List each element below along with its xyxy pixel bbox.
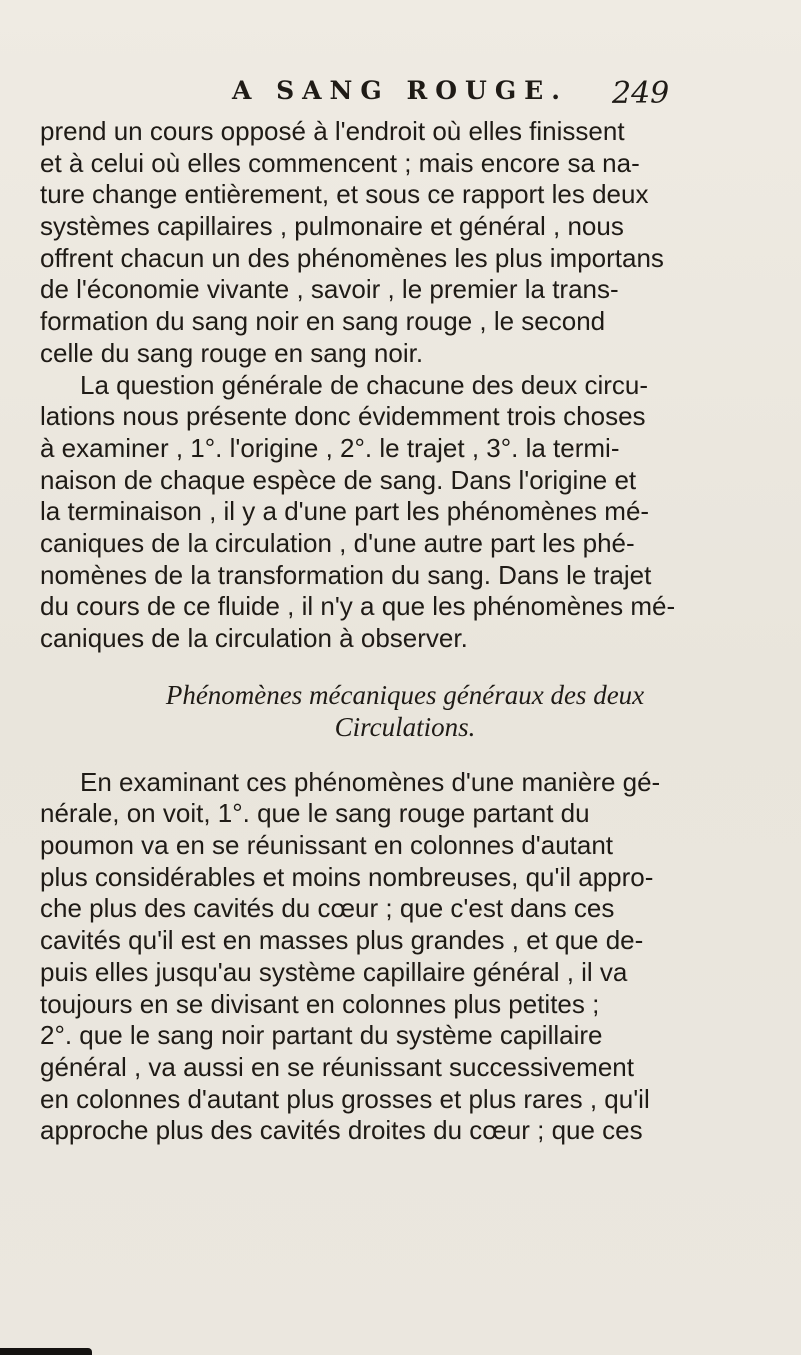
- page-body: [40, 116, 770, 1147]
- section-title-line: Phénomènes mécaniques généraux des deux: [165, 679, 645, 710]
- text-line: systèmes capillaires , pulmonaire et général , nous: [40, 211, 624, 242]
- paragraph-3: [40, 767, 770, 1147]
- text-line: lations nous présente donc évidemment trois choses: [40, 401, 646, 432]
- text-line: caniques de la circulation , d'une autre part les phé-: [40, 527, 635, 558]
- text-line: La question générale de chacune des deux circu-: [80, 369, 649, 400]
- text-line: approche plus des cavités droites du cœur ; que ces: [40, 1115, 643, 1146]
- text-line: nérale, on voit, 1°. que le sang rouge partant du: [40, 798, 590, 829]
- text-line: offrent chacun un des phénomènes les plus importans: [40, 242, 664, 273]
- text-line: ture change entièrement, et sous ce rapport les deux: [40, 179, 649, 210]
- text-line: plus considérables et moins nombreuses, qu'il appro-: [40, 861, 654, 892]
- paragraph-2: [40, 370, 770, 655]
- text-line: poumon va en se réunissant en colonnes d'autant: [40, 830, 614, 861]
- text-line: de l'économie vivante , savoir , le premier la trans-: [40, 274, 619, 305]
- text-line: à examiner , 1°. l'origine , 2°. le trajet , 3°. la termi-: [40, 432, 620, 463]
- text-line: caniques de la circulation à observer.: [40, 623, 468, 653]
- text-line: 2°. que le sang noir partant du système capillaire: [40, 1020, 603, 1051]
- text-line: puis elles jusqu'au système capillaire général , il va: [40, 956, 628, 987]
- text-line: prend un cours opposé à l'endroit où elles finissent: [40, 116, 625, 146]
- text-line: nomènes de la transformation du sang. Dans le trajet: [40, 559, 652, 590]
- running-header: A SANG ROUGE.: [232, 76, 568, 105]
- text-line: naison de chaque espèce de sang. Dans l'origine et: [40, 464, 637, 495]
- section-title-line: Circulations.: [334, 711, 476, 742]
- text-line: du cours de ce fluide , il n'y a que les phénomènes mé-: [40, 591, 676, 622]
- text-line: en colonnes d'autant plus grosses et plus rares , qu'il: [40, 1083, 650, 1114]
- text-line: celle du sang rouge en sang noir.: [40, 337, 424, 368]
- page-edge-mark: [0, 1348, 92, 1355]
- text-line: et à celui où elles commencent ; mais encore sa na-: [40, 147, 640, 178]
- text-line: che plus des cavités du cœur ; que c'est dans ces: [40, 893, 615, 924]
- paragraph-1: [40, 116, 770, 370]
- text-line: En examinant ces phénomènes d'une manière gé-: [80, 766, 661, 797]
- text-line: général , va aussi en se réunissant successivement: [40, 1051, 634, 1082]
- page-number: 249: [612, 76, 670, 111]
- text-line: cavités qu'il est en masses plus grandes , et que de-: [40, 925, 644, 956]
- section-title: [40, 679, 770, 743]
- text-line: formation du sang noir en sang rouge , le second: [40, 306, 606, 337]
- text-line: toujours en se divisant en colonnes plus petites ;: [40, 988, 600, 1019]
- text-line: la terminaison , il y a d'une part les phénomènes mé-: [40, 496, 650, 527]
